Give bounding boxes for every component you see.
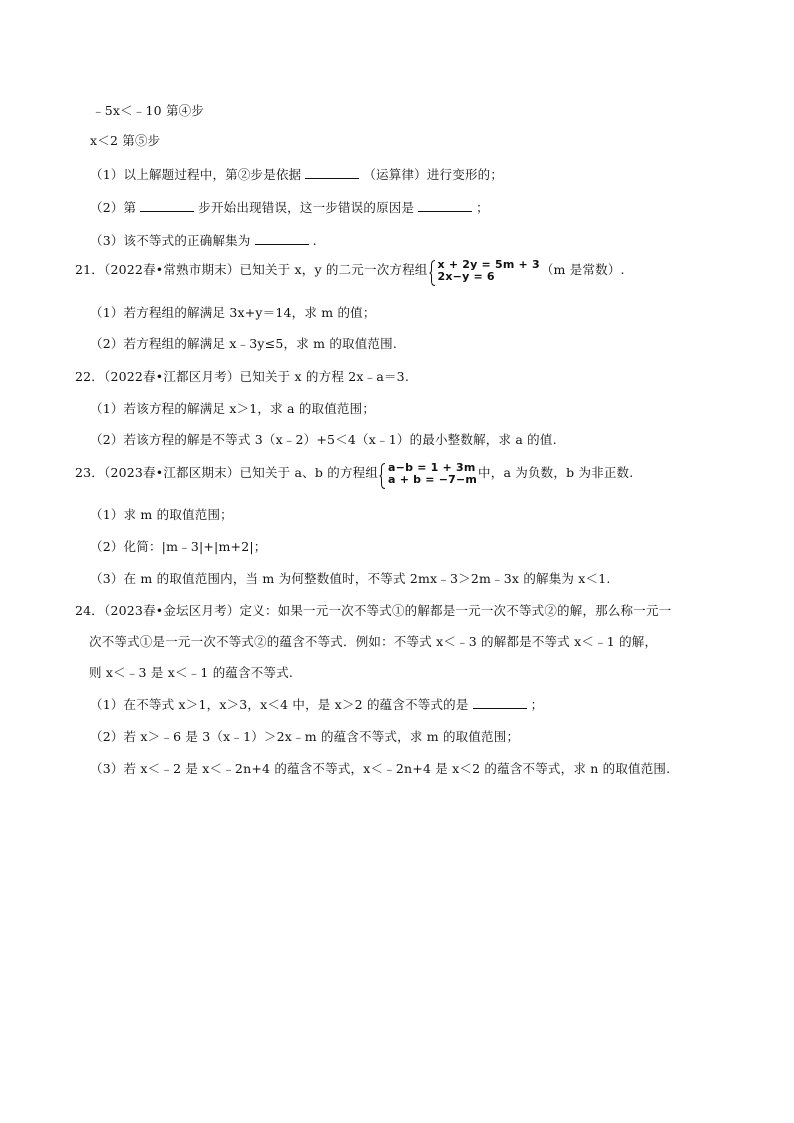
q24-part1-text: （1）在不等式 x＞1，x＞3，x＜4 中，是 x＞2 的蕴含不等式的是 xyxy=(90,697,469,712)
q24-part3: （3）若 x＜﹣2 是 x＜﹣2n+4 的蕴含不等式，x＜﹣2n+4 是 x＜2 的蕴含不等式，求 n 的取值范围. xyxy=(90,761,671,776)
q24-part1-tail: ； xyxy=(530,697,544,712)
equation-1: a−b = 1 + 3m xyxy=(388,460,476,474)
q20-part2-text-b: 步开始出现错误，这一步错误的原因是 xyxy=(198,200,415,215)
q20-part2 xyxy=(90,199,489,217)
q20-part1-tail: （运算律）进行变形的； xyxy=(363,167,504,182)
q20-part2-text-a: （2）第 xyxy=(90,200,137,215)
left-brace-icon xyxy=(429,260,436,286)
step-4-line: ﹣5x＜﹣10 第④步 xyxy=(92,103,205,118)
answer-blank[interactable] xyxy=(305,166,359,179)
q20-part2-text-c: ； xyxy=(476,200,489,215)
q21-heading-text: 21．（2022春•常熟市期末）已知关于 x，y 的二元一次方程组 xyxy=(75,262,428,277)
answer-blank[interactable] xyxy=(255,232,309,245)
q20-part3-tail: . xyxy=(312,233,317,248)
q22-part2: （2）若该方程的解是不等式 3（x﹣2）+5＜4（x﹣1）的最小整数解，求 a 的值. xyxy=(90,432,557,447)
step-5-line: x＜2 第⑤步 xyxy=(90,133,161,148)
q20-part3-text: （3）该不等式的正确解集为 xyxy=(90,233,251,248)
answer-blank[interactable] xyxy=(418,199,472,212)
q21-part1: （1）若方程组的解满足 3x+y＝14，求 m 的值； xyxy=(90,305,376,320)
q20-part1 xyxy=(90,166,503,184)
equation-system xyxy=(379,462,477,486)
q24-part2: （2）若 x＞﹣6 是 3（x﹣1）＞2x﹣m 的蕴含不等式，求 m 的取值范围； xyxy=(90,729,520,744)
q21-part2: （2）若方程组的解满足 x﹣3y≤5，求 m 的取值范围. xyxy=(90,336,397,351)
q24-part1 xyxy=(90,696,543,714)
q24-heading: 24．（2023春•金坛区月考）定义：如果一元一次不等式①的解都是一元一次不等式②的解，那么称一元一 xyxy=(75,603,672,618)
answer-blank[interactable] xyxy=(473,696,527,709)
q22-heading: 22．（2022春•江都区月考）已知关于 x 的方程 2x﹣a＝3. xyxy=(75,369,409,384)
equation-system xyxy=(429,259,540,283)
q21-heading-tail: （m 是常数）. xyxy=(540,262,625,277)
q20-part1-text: （1）以上解题过程中，第②步是依据 xyxy=(90,167,302,182)
equation-2: 2x−y = 6 xyxy=(437,269,495,283)
left-brace-icon xyxy=(379,463,386,489)
q22-part1: （1）若该方程的解满足 x＞1，求 a 的取值范围； xyxy=(90,401,376,416)
q24-continuation-1: 次不等式①是一元一次不等式②的蕴含不等式．例如：不等式 x＜﹣3 的解都是不等式 x＜﹣1 的解， xyxy=(89,634,658,649)
q23-heading-text: 23．（2023春•江都区期末）已知关于 a、b 的方程组 xyxy=(75,465,379,480)
q21-heading xyxy=(75,257,625,283)
q23-part1: （1）求 m 的取值范围； xyxy=(90,507,233,522)
q23-part3: （3）在 m 的取值范围内，当 m 为何整数值时，不等式 2mx﹣3＞2m﹣3x 的解集为 x＜1. xyxy=(90,571,611,586)
equation-1: x + 2y = 5m + 3 xyxy=(437,257,540,271)
q23-part2: （2）化简：|m﹣3|+|m+2|； xyxy=(90,539,267,554)
equation-2: a + b = −7−m xyxy=(388,472,478,486)
q23-heading-tail: 中，a 为负数，b 为非正数. xyxy=(478,465,634,480)
q24-continuation-2: 则 x＜﹣3 是 x＜﹣1 的蕴含不等式. xyxy=(89,665,294,680)
q23-heading xyxy=(75,460,633,486)
q20-part3 xyxy=(90,232,317,250)
answer-blank[interactable] xyxy=(140,199,194,212)
